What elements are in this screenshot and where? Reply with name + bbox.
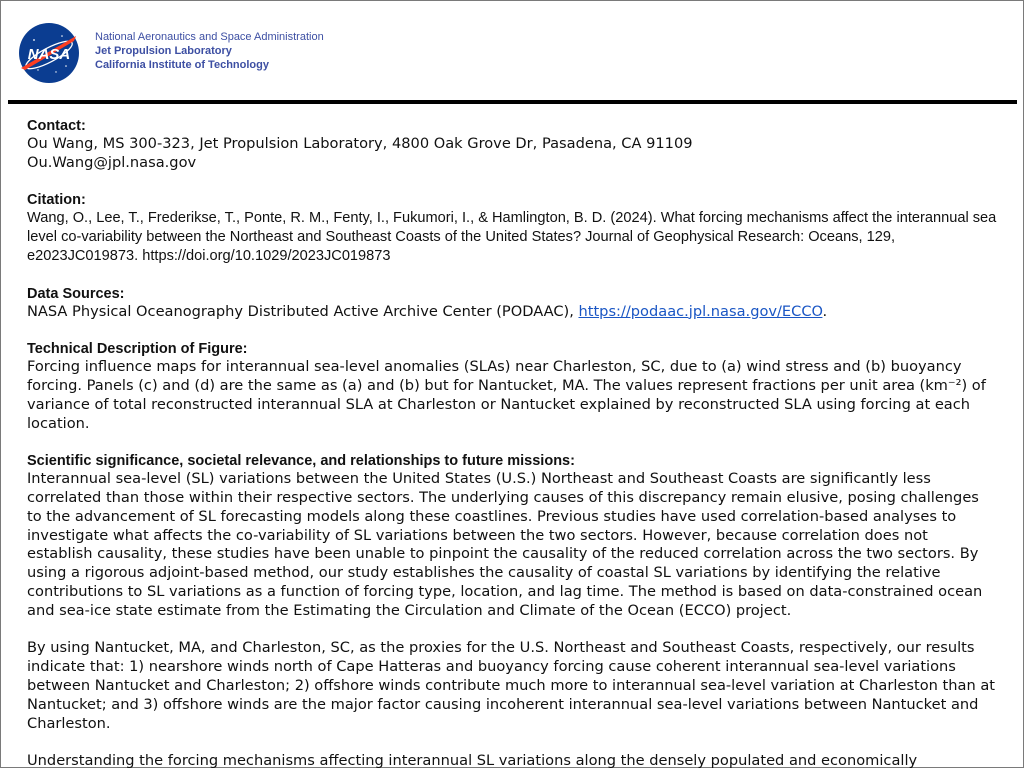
nasa-logo [16, 22, 82, 84]
data-sources-text [27, 303, 997, 322]
institution-name: California Institute of Technology [95, 59, 269, 71]
tech-description-text: Forcing influence maps for interannual sea-level anomalies (SLAs) near Charleston, SC, due to (a) wind stress and (b) buoyancy forcing. Panels (c) and (d) are the same as (a) and (b) but for Nantucket, MA. The values represent fractions per unit area (km⁻²) of variance of total reconstructed interannual SLA at Charleston or Nantucket explained by reconstructed SLA using forcing at each location. [27, 358, 986, 432]
org-name: National Aeronautics and Space Administration [95, 31, 324, 43]
science-paragraph-2: By using Nantucket, MA, and Charleston, SC, as the proxies for the U.S. Northeast and Southeast Coasts, respectively, our results indicate that: 1) nearshore winds north of Cape Hatteras and buoyancy forcing cause coherent interannual sea-level variations between Nantucket and Charleston; 2) offshore winds contribute much more to interannual sea-level variation at Charleston than at Nantucket; and 3) offshore winds are the major factor causing incoherent interannual sea-level variations between Nantucket and Charleston. [27, 639, 996, 732]
header-divider [8, 100, 1017, 104]
main-content [27, 117, 997, 771]
data-sources-label: NASA Physical Oceanography Distributed Active Archive Center (PODAAC), [27, 302, 579, 320]
data-sources-suffix: . [822, 302, 828, 320]
lab-name: Jet Propulsion Laboratory [95, 45, 232, 57]
tech-description-heading: Technical Description of Figure: [27, 341, 248, 358]
logo-text: NASA [27, 46, 71, 63]
contact-heading: Contact: [27, 118, 86, 134]
header [0, 0, 1024, 100]
citation-heading: Citation: [27, 192, 86, 209]
citation-text: Wang, O., Lee, T., Frederikse, T., Ponte, R. M., Fenty, I., Fukumori, I., & Hamlington, B. D. (2024). What forcing mechanisms affect the interannual sea level co-variability between the Northeast and Southeast Coasts of the United States? Journal of Geophysical Research: Oceans, 129, e2023JC019873. https://doi.org/10.1029/2023JC019873 [27, 210, 997, 264]
science-paragraph-1: Interannual sea-level (SL) variations between the United States (U.S.) Northeast and Southeast Coasts are significantly less correlated than those within their respective sectors. The underlying causes of this discrepancy remain elusive, posing challenges to the advancement of SL forecasting models along these coastlines. Previous studies have used correlation-based analyses to investigate what affects the co-variability of SL variations between the two sectors. However, because correlation does not establish causality, these studies have been unable to pinpoint the causality of the reduced correlation across the two sectors. By using a rigorous adjoint-based method, our study establishes the causality of coastal SL variations by identifying the relative contributions to SL variations as a function of forcing type, location, and lag time. The method is based on data-constrained ocean and sea-ice state estimate from the Estimating the Circulation and Climate of the Ocean (ECCO) project. [27, 470, 983, 619]
organization-block [95, 30, 324, 72]
data-sources-heading: Data Sources: [27, 285, 125, 302]
contact-email: Ou.Wang@jpl.nasa.gov [27, 153, 197, 171]
science-paragraph-3: Understanding the forcing mechanisms affecting interannual SL variations along the densely populated and economically [27, 752, 918, 770]
science-heading: Scientific significance, societal relevance, and relationships to future missions: [27, 453, 575, 470]
contact-address: Ou Wang, MS 300-323, Jet Propulsion Laboratory, 4800 Oak Grove Dr, Pasadena, CA 91109 [27, 135, 693, 152]
podaac-link[interactable]: https://podaac.jpl.nasa.gov/ECCO [578, 302, 823, 320]
